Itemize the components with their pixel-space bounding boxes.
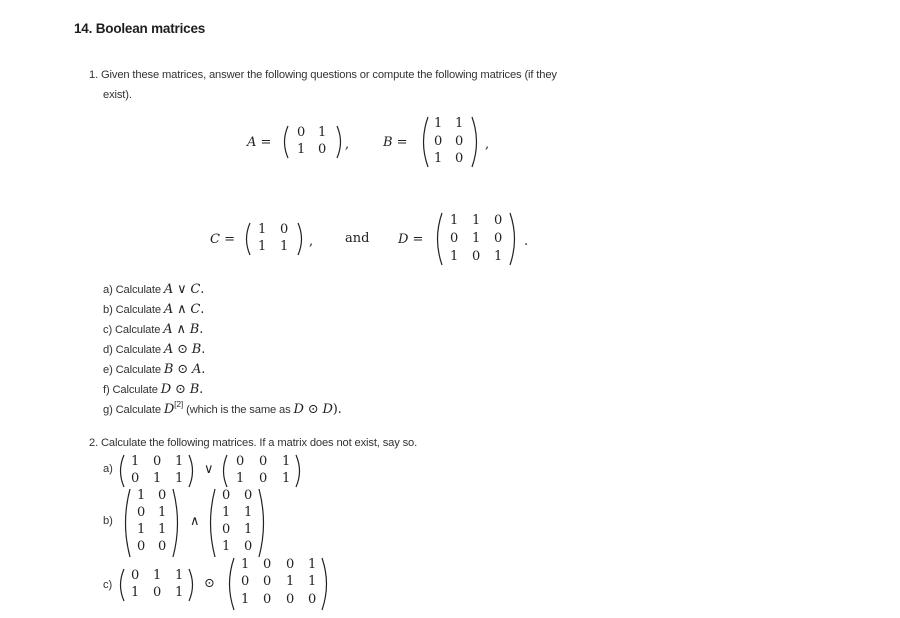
matrix-c-label: C = <box>210 232 235 247</box>
matrix-cell: 1 <box>282 454 291 469</box>
comma: , <box>345 137 350 152</box>
matrix-c-right-paren <box>296 222 306 256</box>
matrix-cell: 0 <box>455 134 464 149</box>
matrix-cell: 1 <box>153 471 162 486</box>
matrix-cell: 0 <box>280 222 289 237</box>
matrix-d-left-paren <box>432 212 444 266</box>
matrix-cell: 0 <box>472 249 481 264</box>
matrix-cell: 0 <box>259 471 268 486</box>
matrix-cell: 1 <box>175 568 184 583</box>
comma: , <box>309 234 314 249</box>
matrix-cell: 0 <box>244 539 253 554</box>
matrix-cell: 0 <box>286 557 295 572</box>
q2b-left-paren-2 <box>205 488 217 558</box>
q2a-left-paren-1 <box>116 454 126 488</box>
matrix-cell: 1 <box>222 505 231 520</box>
q2a-right-paren-2 <box>294 454 304 488</box>
matrix-a-label: A = <box>247 135 272 150</box>
operator: ∨ <box>204 462 214 477</box>
matrix-cell: 1 <box>258 222 267 237</box>
matrix-cell: 1 <box>158 522 167 537</box>
matrix-cell: 1 <box>244 505 253 520</box>
matrix-cell: 1 <box>241 592 250 607</box>
q1-part-d: d) Calculate A ⊙ B. <box>103 342 206 357</box>
matrix-cell: 0 <box>241 574 250 589</box>
matrix-cell: 1 <box>258 239 267 254</box>
q2c-label: c) <box>103 579 113 591</box>
matrix-cell: 0 <box>455 151 464 166</box>
matrix-cell: 1 <box>241 557 250 572</box>
q2c-left-paren-1 <box>116 568 126 602</box>
matrix-cell: 1 <box>450 249 459 264</box>
matrix-cell: 0 <box>263 574 272 589</box>
matrix-a-right-paren <box>335 125 345 159</box>
matrix-cell: 1 <box>286 574 295 589</box>
matrix-cell: 0 <box>137 539 146 554</box>
matrix-cell: 0 <box>494 213 503 228</box>
matrix-cell: 0 <box>236 454 245 469</box>
q2b-right-paren-1 <box>171 488 183 558</box>
matrix-cell: 1 <box>137 488 146 503</box>
matrix-d-right-paren <box>508 212 520 266</box>
matrix-cell: 1 <box>175 585 184 600</box>
comma: , <box>485 137 490 152</box>
matrix-cell: 1 <box>455 116 464 131</box>
page-title: 14. Boolean matrices <box>74 21 206 36</box>
matrix-cell: 1 <box>434 116 443 131</box>
matrix-b-left-paren <box>418 116 430 168</box>
q2b-right-paren-2 <box>257 488 269 558</box>
matrix-cell: 0 <box>158 488 167 503</box>
matrix-cell: 1 <box>244 522 253 537</box>
matrix-cell: 0 <box>259 454 268 469</box>
q1-intro-line1: 1. Given these matrices, answer the following questions or compute the following matrices (if they <box>89 69 557 81</box>
q1-part-b: b) Calculate A ∧ C. <box>103 302 205 317</box>
matrix-cell: 1 <box>297 142 306 157</box>
q2b-label: b) <box>103 515 113 527</box>
matrix-cell: 1 <box>450 213 459 228</box>
q1-intro-line2: exist). <box>103 89 132 101</box>
q2a-right-paren-1 <box>187 454 197 488</box>
matrix-cell: 1 <box>318 125 327 140</box>
q1-part-f: f) Calculate D ⊙ B. <box>103 382 204 397</box>
matrix-cell: 0 <box>494 231 503 246</box>
q2c-right-paren-2 <box>320 557 332 611</box>
q2a-left-paren-2 <box>219 454 229 488</box>
q1-part-c: c) Calculate A ∧ B. <box>103 322 204 337</box>
matrix-cell: 1 <box>434 151 443 166</box>
matrix-cell: 1 <box>222 539 231 554</box>
matrix-cell: 1 <box>131 454 140 469</box>
matrix-cell: 0 <box>318 142 327 157</box>
period: . <box>524 234 529 249</box>
matrix-b-label: B = <box>383 135 408 150</box>
matrix-cell: 0 <box>434 134 443 149</box>
q1-part-g: g) Calculate D[2] (which is the same as D ⊙ D). <box>103 399 342 417</box>
matrix-d-label: D = <box>398 232 424 247</box>
matrix-cell: 0 <box>222 488 231 503</box>
matrix-cell: 0 <box>244 488 253 503</box>
matrix-cell: 1 <box>282 471 291 486</box>
matrix-cell: 1 <box>308 557 317 572</box>
matrix-cell: 1 <box>153 568 162 583</box>
matrix-cell: 0 <box>153 585 162 600</box>
matrix-cell: 1 <box>158 505 167 520</box>
matrix-cell: 1 <box>308 574 317 589</box>
matrix-cell: 1 <box>137 522 146 537</box>
matrix-cell: 1 <box>280 239 289 254</box>
matrix-cell: 0 <box>308 592 317 607</box>
matrix-cell: 0 <box>286 592 295 607</box>
q2b-left-paren-1 <box>120 488 132 558</box>
matrix-cell: 1 <box>175 471 184 486</box>
matrix-cell: 0 <box>263 557 272 572</box>
q1-part-e: e) Calculate B ⊙ A. <box>103 362 206 377</box>
matrix-cell: 0 <box>450 231 459 246</box>
matrix-cell: 0 <box>137 505 146 520</box>
matrix-cell: 1 <box>175 454 184 469</box>
matrix-cell: 0 <box>153 454 162 469</box>
operator: ∧ <box>190 514 200 529</box>
matrix-cell: 1 <box>236 471 245 486</box>
matrix-b-right-paren <box>470 116 482 168</box>
matrix-cell: 0 <box>297 125 306 140</box>
operator: ⊙ <box>204 576 215 591</box>
matrix-cell: 0 <box>222 522 231 537</box>
q2c-left-paren-2 <box>224 557 236 611</box>
q2-intro: 2. Calculate the following matrices. If a matrix does not exist, say so. <box>89 437 418 449</box>
matrix-cell: 0 <box>263 592 272 607</box>
matrix-cell: 0 <box>131 471 140 486</box>
matrix-c-left-paren <box>242 222 252 256</box>
and-word: and <box>345 231 370 246</box>
matrix-cell: 1 <box>494 249 503 264</box>
q2a-label: a) <box>103 463 113 475</box>
q2c-right-paren-1 <box>187 568 197 602</box>
matrix-cell: 0 <box>158 539 167 554</box>
q1-part-a: a) Calculate A ∨ C. <box>103 282 205 297</box>
matrix-cell: 1 <box>131 585 140 600</box>
matrix-cell: 1 <box>472 231 481 246</box>
matrix-a-left-paren <box>280 125 290 159</box>
matrix-cell: 1 <box>472 213 481 228</box>
matrix-cell: 0 <box>131 568 140 583</box>
